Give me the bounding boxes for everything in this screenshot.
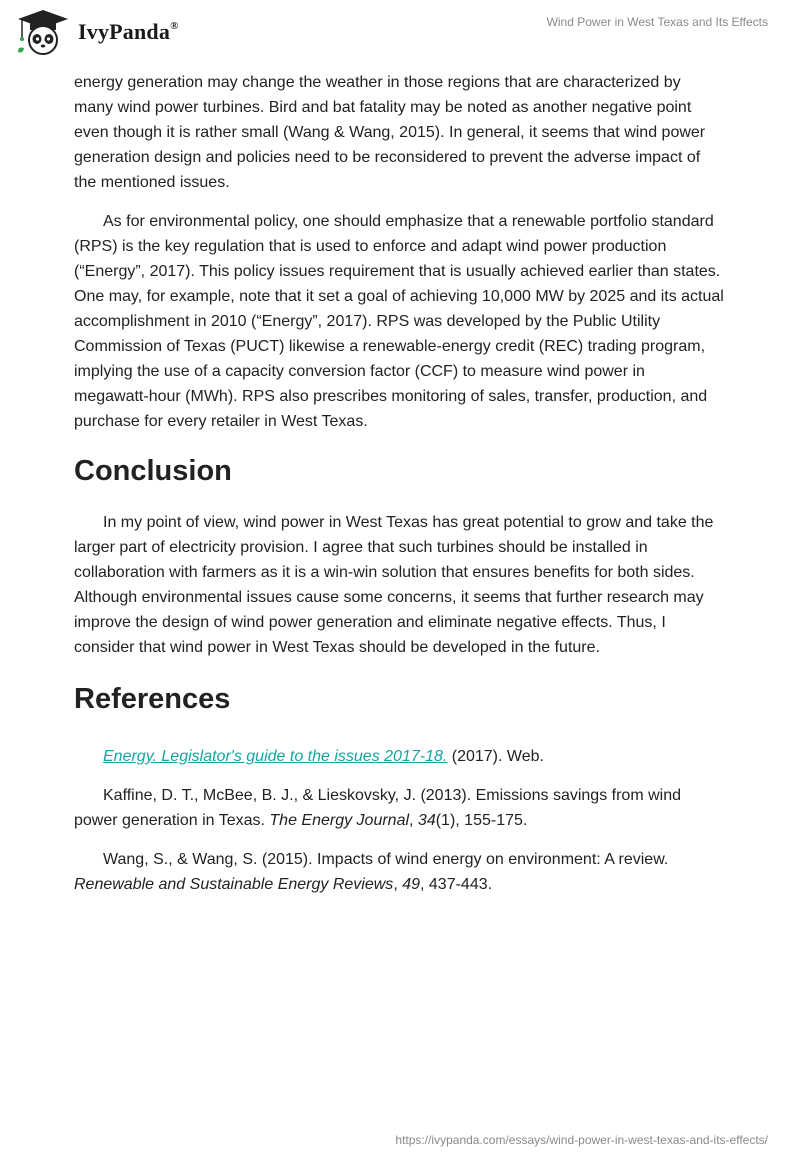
source-url[interactable]: https://ivypanda.com/essays/wind-power-in-west-texas-and-its-effects/: [395, 1133, 768, 1147]
paragraph-environmental-policy: As for environmental policy, one should emphasize that a renewable portfolio standard (RPS) is the key regulation that is used to enforce and adapt wind power production (“Energy”, 2017). This policy issues requirement that is usually achieved earlier than states. One may, for example, note that it set a goal of achieving 10,000 MW by 2025 and its actual accomplishment in 2010 (“Energy”, 2017). RPS was developed by the Public Utility Commission of Texas (PUCT) likewise a renewable-energy credit (REC) trading program, implying the use of a capacity conversion factor (CCF) to measure wind power in megawatt-hour (MWh). RPS also prescribes monitoring of sales, transfer, production, and purchase for every retailer in West Texas.: [74, 213, 724, 430]
essay-content: [74, 70, 724, 911]
paragraph-conclusion: In my point of view, wind power in West Texas has great potential to grow and take the larger part of electricity provision. I agree that such turbines should be installed in collaboration with farmers as it is a win-win solution that ensures benefits for both sides. Although environmental issues cause some concerns, it seems that further research may improve the design of wind power generation and eliminate negative effects. Thus, I consider that wind power in West Texas should be developed in the future.: [74, 514, 714, 656]
document-title: Wind Power in West Texas and Its Effects: [546, 15, 768, 29]
paragraph-continuation: energy generation may change the weather in those regions that are characterized by many wind power turbines. Bird and bat fatality may be noted as another negative point even though it is rather small (Wang & Wang, 2015). In general, it seems that wind power generation design and policies need to be reconsidered to prevent the adverse impact of the mentioned issues.: [74, 74, 706, 191]
page-header: [0, 0, 800, 62]
reference-item: Wang, S., & Wang, S. (2015). Impacts of wind energy on environment: A review. Renewable and Sustainable Energy Reviews, 49, 437-443.: [74, 851, 669, 893]
brand-logo[interactable]: [14, 8, 179, 56]
journal-title: The Energy Journal: [269, 812, 410, 829]
references-heading: References: [74, 683, 231, 715]
conclusion-heading: Conclusion: [74, 455, 232, 487]
reference-item: Energy. Legislator's guide to the issues 2017-18. (2017). Web.: [103, 748, 544, 765]
reference-link[interactable]: Energy. Legislator's guide to the issues 2017-18.: [103, 748, 448, 765]
journal-title: Renewable and Sustainable Energy Reviews: [74, 876, 394, 893]
reference-item: Kaffine, D. T., McBee, B. J., & Lieskovsky, J. (2013). Emissions savings from wind power generation in Texas. The Energy Journal, 34(1), 155-175.: [74, 787, 681, 829]
brand-name: IvyPanda®: [78, 19, 179, 44]
panda-graduate-icon: [14, 8, 72, 56]
